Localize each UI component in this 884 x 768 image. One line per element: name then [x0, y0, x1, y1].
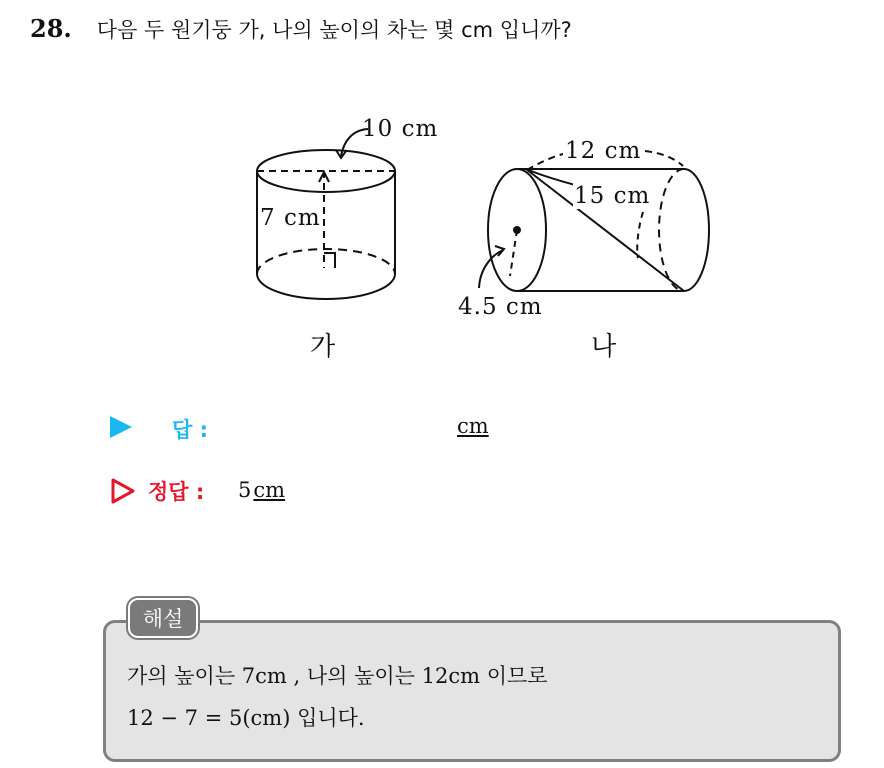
explanation-line-1: 가의 높이는 7cm , 나의 높이는 12cm 이므로: [127, 664, 548, 688]
cylinder-b-name: 나: [591, 332, 617, 362]
cylinder-b-diagonal-label: 15 cm: [574, 183, 651, 209]
cylinder-b-right-back: [659, 169, 684, 291]
cylinder-b: [479, 148, 709, 291]
correct-answer-label: 정답 :: [148, 480, 205, 504]
explanation-line-2: 12 − 7 = 5(cm) 입니다.: [127, 706, 365, 730]
question: [30, 14, 572, 44]
cylinder-a-right-angle: [324, 253, 335, 268]
correct-answer-number: 5: [238, 478, 252, 502]
cylinder-a-diameter-label: 10 cm: [362, 116, 439, 142]
cylinder-a-height-label: 7 cm: [260, 205, 321, 231]
cylinder-b-right-front: [684, 169, 709, 291]
outline-triangle-icon: [110, 478, 136, 504]
cylinder-a-top-back: [257, 150, 395, 171]
cylinder-figure: [240, 108, 740, 368]
explanation-text: [127, 655, 548, 739]
correct-answer-row: [110, 476, 410, 508]
question-number: 28.: [30, 14, 72, 43]
answer-unit[interactable]: cm: [457, 414, 489, 438]
cylinder-b-height-dash-right: [645, 151, 683, 166]
cylinder-a-bottom-front: [257, 274, 395, 299]
explanation-tab: 해설: [128, 598, 198, 638]
correct-answer-unit: cm: [253, 478, 286, 502]
question-text: 다음 두 원기둥 가, 나의 높이의 차는 몇 cm 입니까?: [96, 18, 572, 42]
cylinder-b-radius-line: [510, 230, 517, 276]
play-triangle-icon: [110, 416, 132, 438]
cylinder-b-height-label: 12 cm: [565, 138, 642, 164]
correct-answer-value: [238, 478, 285, 502]
cylinder-a-name: 가: [310, 332, 336, 362]
cylinder-b-center-dot: [514, 227, 520, 233]
answer-row: [110, 414, 530, 444]
cylinder-b-diag-dash: [637, 212, 643, 258]
cylinder-b-radius-label: 4.5 cm: [458, 294, 543, 320]
answer-label: 답 :: [172, 418, 208, 442]
